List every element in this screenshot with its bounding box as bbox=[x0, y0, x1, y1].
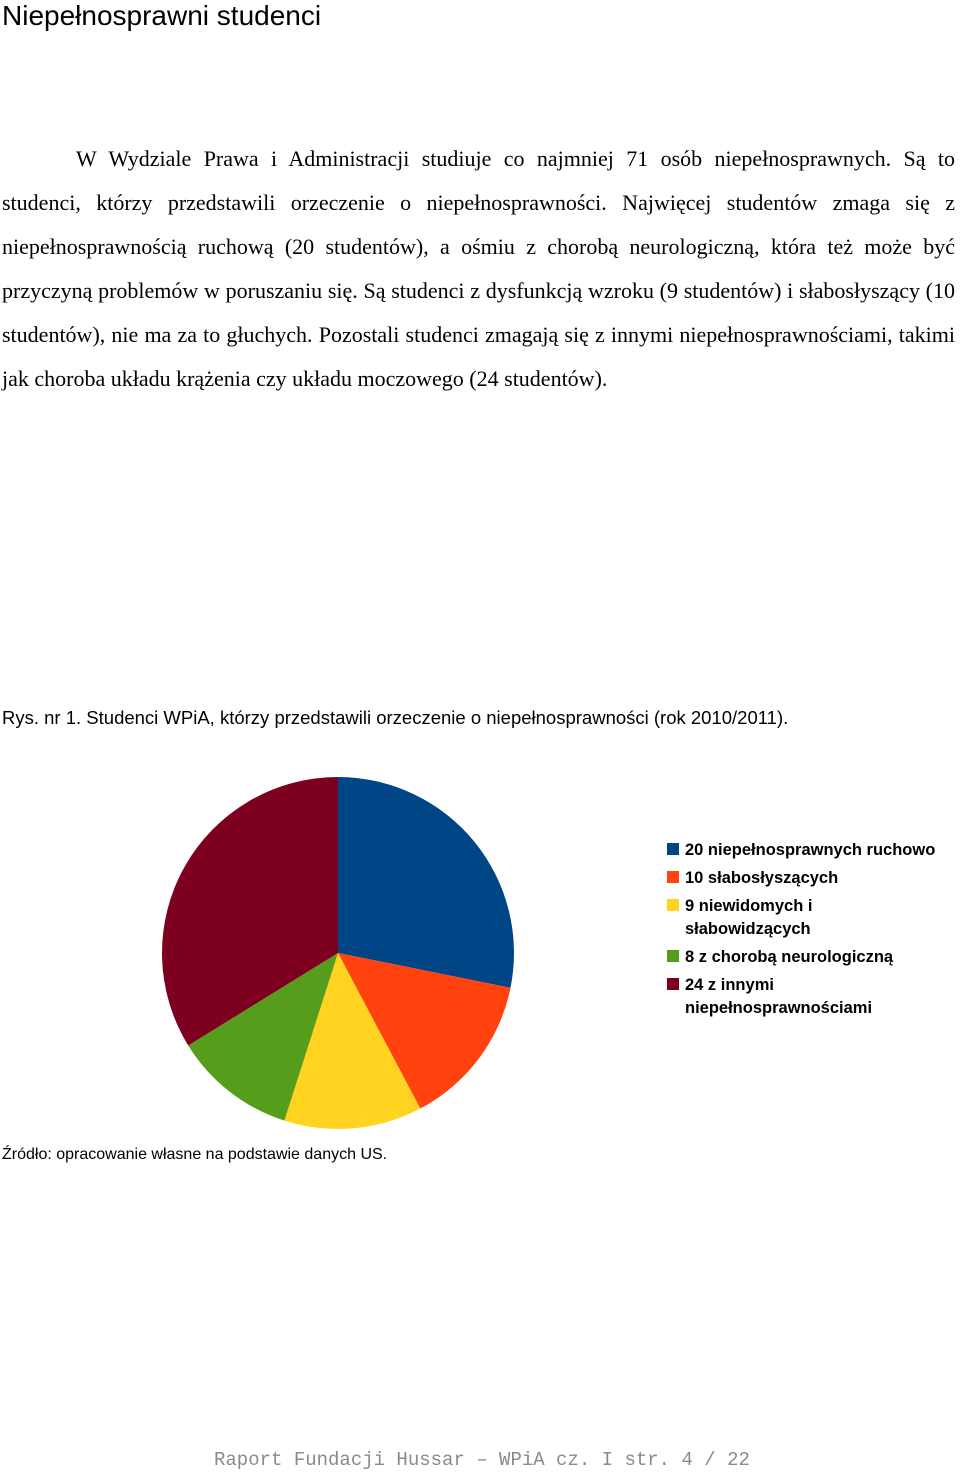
legend-swatch bbox=[667, 871, 679, 883]
legend-item bbox=[667, 895, 937, 941]
pie-chart bbox=[150, 765, 530, 1145]
source-note: Źródło: opracowanie własne na podstawie danych US. bbox=[2, 1146, 388, 1163]
legend-swatch bbox=[667, 978, 679, 990]
legend-label: 8 z chorobą neurologiczną bbox=[685, 948, 894, 966]
legend-swatch bbox=[667, 899, 679, 911]
legend-label: 9 niewidomych i słabowidzących bbox=[685, 897, 813, 938]
legend-item bbox=[667, 946, 937, 969]
page-footer: Raport Fundacji Hussar – WPiA cz. I str. 4 / 22 bbox=[214, 1449, 750, 1471]
legend-swatch bbox=[667, 843, 679, 855]
chart-legend bbox=[667, 839, 937, 1025]
legend-swatch bbox=[667, 950, 679, 962]
legend-label: 20 niepełnosprawnych ruchowo bbox=[685, 841, 936, 859]
page-title: Niepełnosprawni studenci bbox=[2, 0, 322, 31]
legend-item bbox=[667, 867, 937, 890]
legend-label: 10 słabosłyszących bbox=[685, 869, 839, 887]
legend-item bbox=[667, 839, 937, 862]
pie-slice-1 bbox=[338, 777, 514, 988]
legend-item bbox=[667, 974, 937, 1020]
legend-label: 24 z innymi niepełnosprawnościami bbox=[685, 976, 873, 1017]
figure-caption: Rys. nr 1. Studenci WPiA, którzy przedstawili orzeczenie o niepełnosprawności (rok 2010/2011). bbox=[2, 707, 789, 728]
body-paragraph: W Wydziale Prawa i Administracji studiuje co najmniej 71 osób niepełnosprawnych. Są to studenci, którzy przedstawili orzeczenie o niepełnosprawności. Najwięcej studentów zmaga się z niepełnosprawnością ruchową (20 studentów), a ośmiu z chorobą neurologiczną, która też może być przyczyną problemów w poruszaniu się. Są studenci z dysfunkcją wzroku (9 studentów) i słabosłyszący (10 studentów), nie ma za to głuchych. Pozostali studenci zmagają się z innymi niepełnosprawnościami, takimi jak choroba układu krążenia czy układu moczowego (24 studentów). bbox=[2, 146, 955, 391]
